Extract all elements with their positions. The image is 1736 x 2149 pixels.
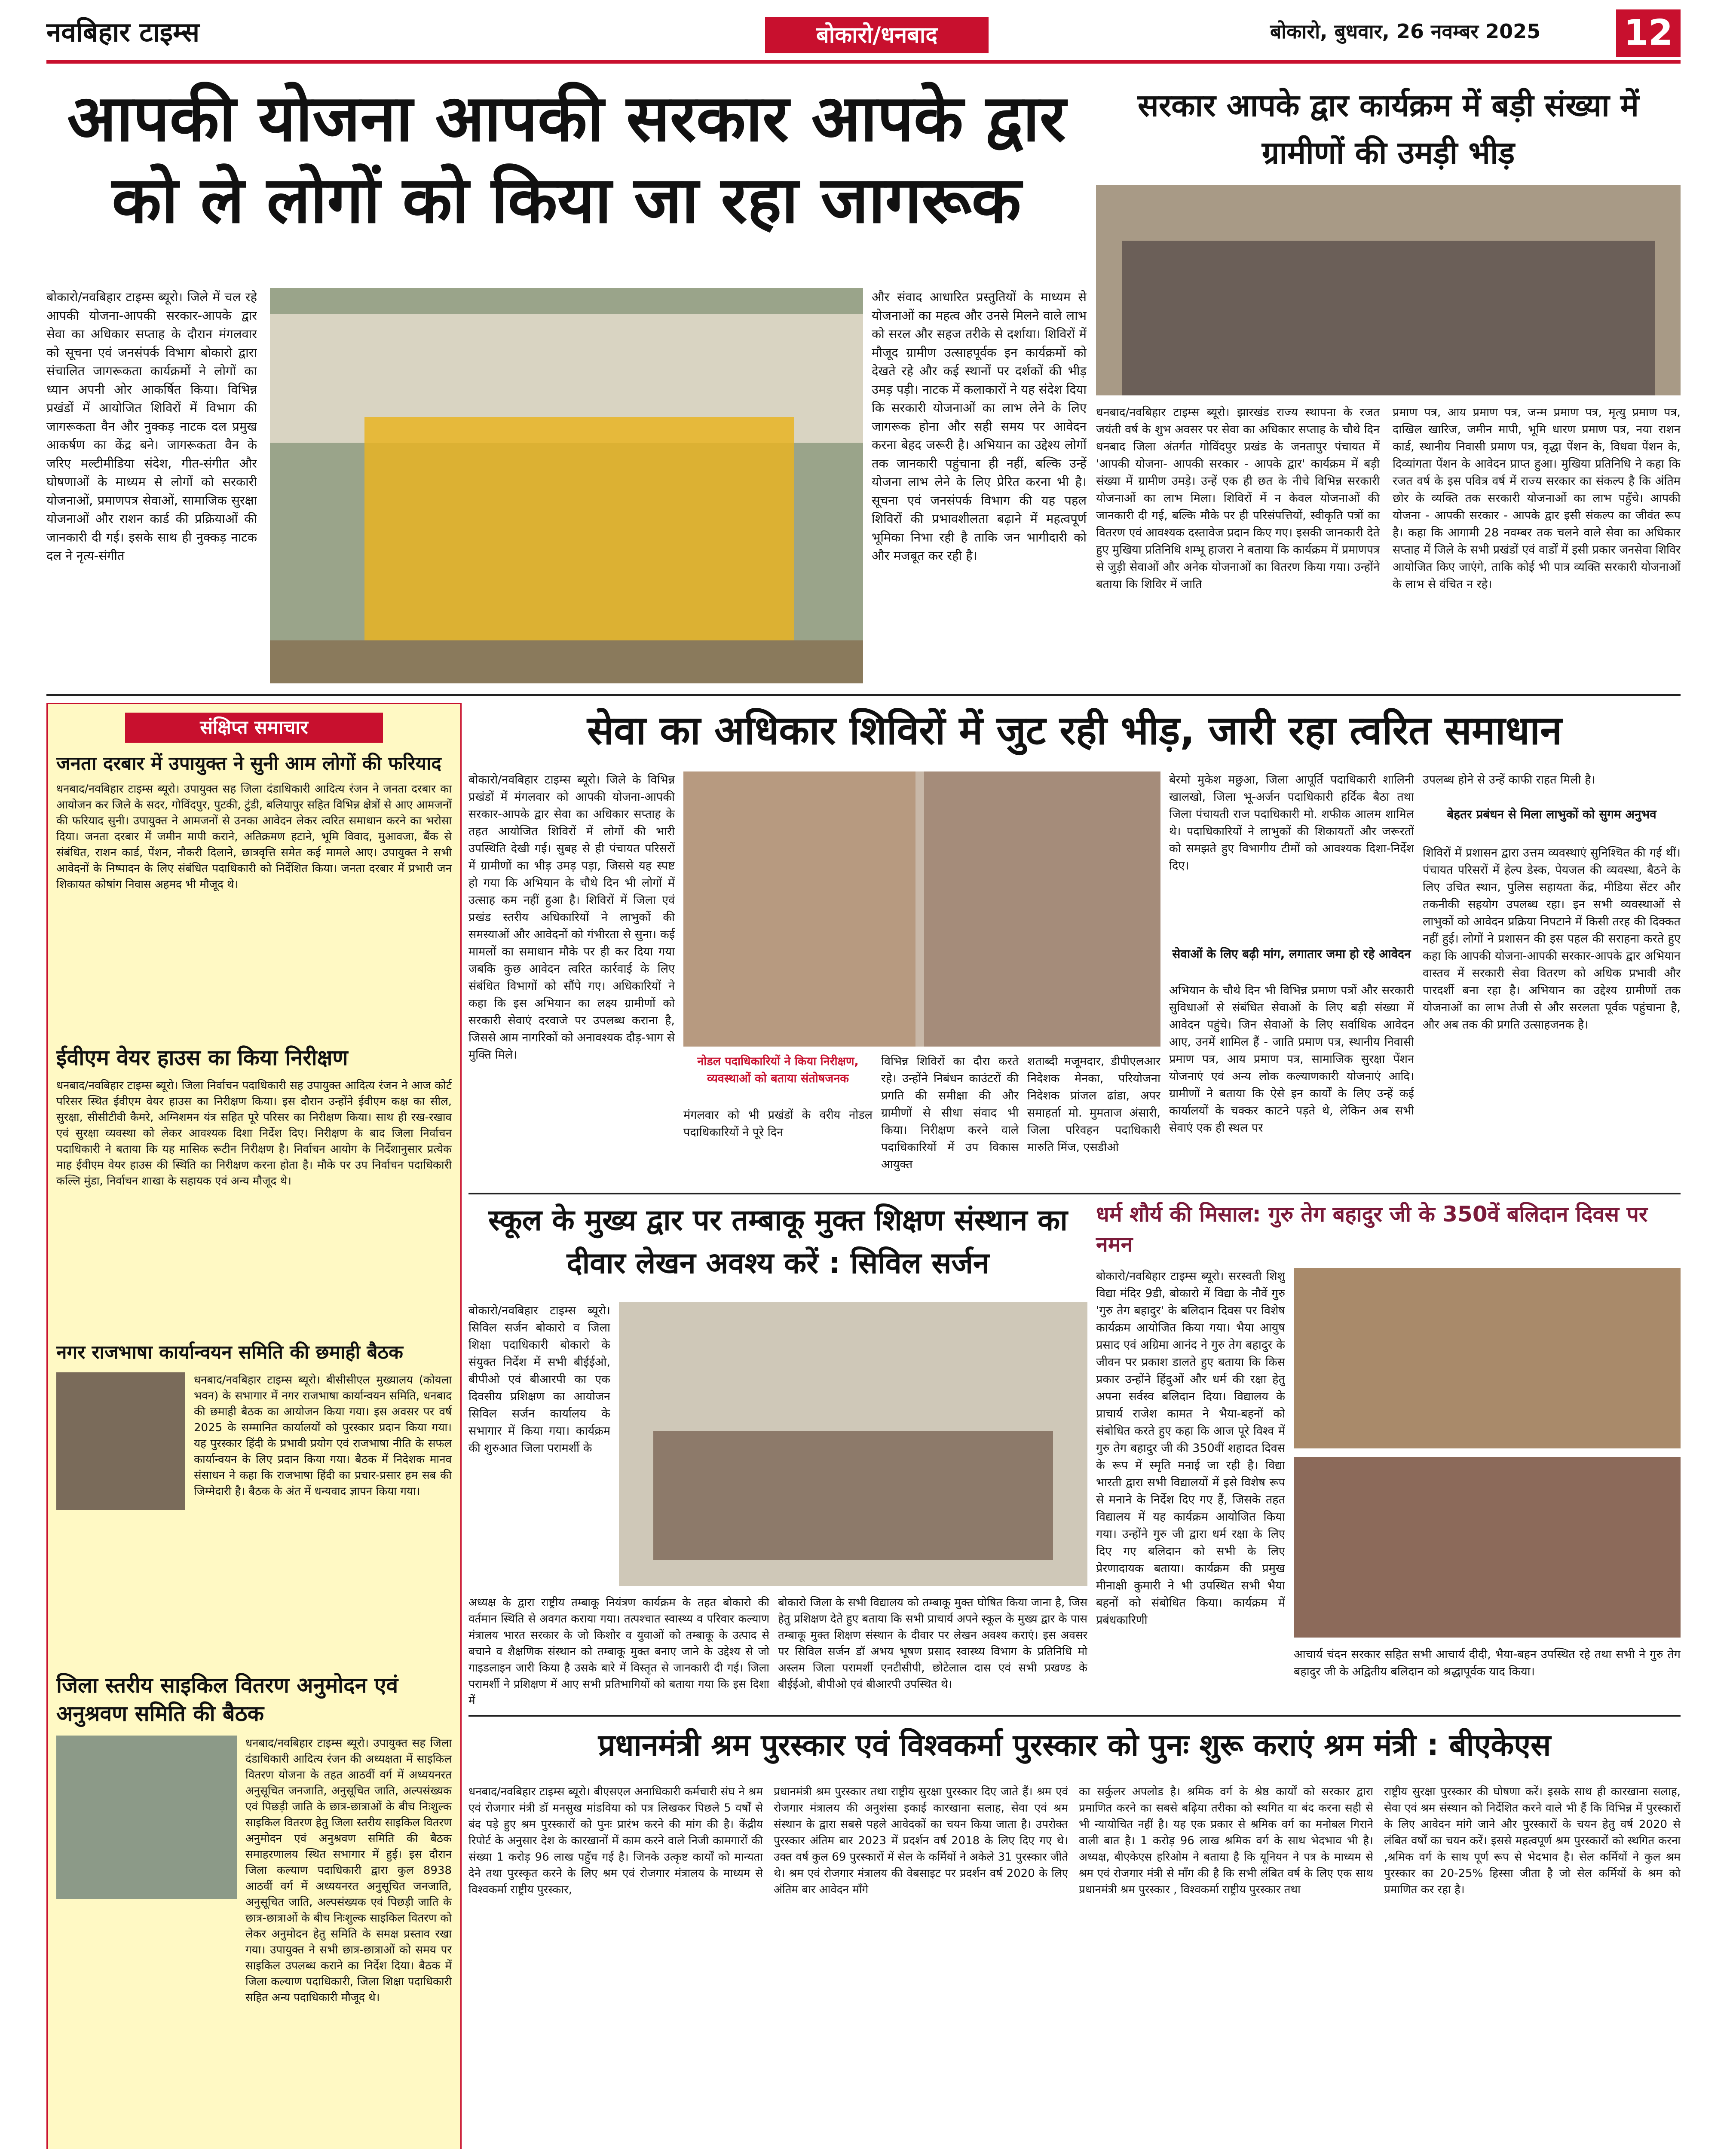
lead-headline: आपकी योजना आपकी सरकार आपके द्वार को ले लोगों को किया जा रहा जागरूक [67, 80, 1066, 238]
ground [270, 640, 863, 683]
tobacco-column-1: बोकारो/नवबिहार टाइम्स ब्यूरो। सिविल सर्जन बोकारो व जिला शिक्षा पदाधिकारी बोकारो के संयुक्त निर्देश में सभी बीईईओ, बीपीओ एवं बीआरपी का एक दिवसीय प्रशिक्षण का आयोजन सिविल सर्जन कार्यालय के सभागार में किया गया। कार्यक्रम की शुरुआत जिला परामर्शी के [468, 1304, 610, 1455]
dharm-headline: धर्म शौर्य की मिसाल: गुरु तेग बहादुर जी के 350वें बलिदान दिवस पर नमन [1096, 1202, 1648, 1257]
dharm-photo-stage [1294, 1268, 1681, 1448]
shram-column-2: प्रधानमंत्री श्रम पुरस्कार तथा राष्ट्रीय सुरक्षा पुरस्कार दिए जाते हैं। श्रम एवं रोजगार मंत्रालय की अनुशंसा इकाई कारखाना सलाह, सेवा एवं श्रम संस्थान के द्वारा सबसे पहले आवेदकों का चयन किया जाता है। उपरोक्त पुरस्कार अंतिम बार 2023 में प्रदर्शन वर्ष 2018 के लिए दिए गए थे। उक्त वर्ष कुल 69 पुरस्कारों में सेल के कर्मियों ने अकेले 31 पुरस्कार जीते थे। श्रम एवं रोजगार मंत्रालय की वेबसाइट पर प्रदर्शन वर्ष 2020 के लिए अंतिम बार आवेदन माँगे [774, 1785, 1068, 1896]
seva-photo-1 [683, 771, 915, 1047]
lead-story [46, 73, 1087, 688]
seva-column-4a: उपलब्ध होने से उन्हें काफी राहत मिली है। [1423, 773, 1595, 787]
shram-story [468, 1719, 1681, 2149]
brief-header: संक्षिप्त समाचार [125, 713, 383, 743]
brief-2-title: ईवीएम वेयर हाउस का किया निरीक्षण [56, 1045, 348, 1070]
seva-photo-2 [924, 771, 1160, 1047]
brief-1-title: जनता दरबार में उपायुक्त ने सुनी आम लोगों की फरियाद [56, 753, 441, 774]
dharm-body: बोकारो/नवबिहार टाइम्स ब्यूरो। सरस्वती शिशु विद्या मंदिर 9डी, बोकारो में विद्या के नौवें गुरु 'गुरु तेग बहादुर' के बलिदान दिवस पर विशेष कार्यक्रम आयोजित किया गया। भैया आयुष प्रसाद एवं अग्रिमा आनंद ने गुरु तेग बहादुर के जीवन पर प्रकाश डालते हुए बताया कि किस प्रकार उन्होंने हिंदुओं और धर्म की रक्षा हेतु अपना सर्वस्व बलिदान दिया। विद्यालय के प्राचार्य राजेश कामत ने भैया-बहनों को संबोधित करते हुए कहा कि आज पूरे विश्व में गुरु तेग बहादुर जी की 350वीं शहादत दिवस के रूप में स्मृति मनाई जा रही है। विद्या भारती द्वारा सभी विद्यालयों में इसे विशेष रूप से मनाने के निर्देश दिए गए हैं, जिसके तहत विद्यालय में यह कार्यक्रम आयोजित किया गया। उन्होंने गुरु जी द्वारा धर्म रक्षा के लिए दिए गए बलिदान को सभी के लिए प्रेरणादायक बताया। कार्यक्रम की प्रमुख मीनाक्षी कुमारी ने भी उपस्थित सभी भैया बहनों को संबोधित किया। कार्यक्रम में प्रबंधकारिणी [1096, 1270, 1285, 1627]
brief-3-body: धनबाद/नवबिहार टाइम्स ब्यूरो। बीसीसीएल मुख्यालय (कोयला भवन) के सभागार में नगर राजभाषा कार्यान्वयन समिति, धनबाद की छमाही बैठक का आयोजन किया गया। इस अवसर पर वर्ष 2025 के सम्मानित कार्यालयों को पुरस्कार प्रदान किया गया। यह पुरस्कार हिंदी के प्रभावी प्रयोग एवं राजभाषा नीति के सफल कार्यान्वयन के लिए प्रदान किया गया। बैठक में निदेशक मानव संसाधन ने कहा कि राजभाषा हिंदी का प्रचार-प्रसार हम सब की जिम्मेदारी है। बैठक के अंत में धन्यवाद ज्ञापन किया गया। [194, 1374, 452, 1498]
shram-column-4: राष्ट्रीय सुरक्षा पुरस्कार की घोषणा करें। इसके साथ ही कारखाना सलाह, सेवा एवं श्रम संस्थान को निर्देशित करने वाले भी हैं कि विभिन्न में पुरस्कारों के लिए आवेदन मांगे जाने और पुरस्कारों के चयन हेतु वर्ष 2020 से लंबित वर्षों का चयन करें। इससे महत्वपूर्ण श्रम पुरस्कारों को स्थगित करना ,श्रमिक वर्ग के साथ पूर्ण रूप से भेदभाव है। सेल कर्मियों ने कुल श्रम पुरस्कार का 20-25% हिस्सा जीता है जो सेल कर्मियों के श्रम को प्रमाणित कर रहा है। [1384, 1785, 1681, 1896]
masthead-rule [46, 60, 1681, 64]
dharm-foot: आचार्य चंदन सरकार सहित सभी आचार्य दीदी, भैया-बहन उपस्थित रहे तथा सभी ने गुरु तेग बहादुर जी के अद्वितीय बलिदान को श्रद्धापूर्वक याद किया। [1294, 1648, 1681, 1678]
crowd-column-1: धनबाद/नवबिहार टाइम्स ब्यूरो। झारखंड राज्य स्थापना के रजत जयंती वर्ष के शुभ अवसर पर सेवा का अधिकार सप्ताह के चौथे दिन धनबाद जिला अंतर्गत गोविंदपुर प्रखंड के जनतापुर पंचायत में 'आपकी योजना- आपकी सरकार - आपके द्वार' कार्यक्रम में बड़ी संख्या में ग्रामीण उमड़े। उन्हें एक ही छत के नीचे विभिन्न सरकारी योजनाओं का लाभ मिला। शिविरों में न केवल योजनाओं की जानकारी दी गई, बल्कि मौके पर ही परिसंपत्तियों, स्वीकृति पत्रों का वितरण एवं आवश्यक दस्तावेज प्रदान किए गए। इसकी जानकारी देते हुए मुखिया प्रतिनिधि शम्भू हाजरा ने बताया कि कार्यक्रम में प्रमाणपत्र से जुड़ी सेवाओं और अनेक योजनाओं का वितरण किया गया। उन्होंने बताया कि शिविर में जाति [1096, 406, 1380, 591]
divider-3 [468, 1715, 1681, 1717]
paper-name: नवबिहार टाइम्स [46, 16, 200, 48]
dharm-story [1096, 1199, 1681, 1711]
meeting-table [653, 1431, 1053, 1560]
brief-1-body: धनबाद/नवबिहार टाइम्स ब्यूरो। उपायुक्त सह जिला दंडाधिकारी आदित्य रंजन ने जनता दरबार का आयोजन कर जिले के सदर, गोविंदपुर, पुटकी, टुंडी, बलियापुर सहित विभिन्न क्षेत्रों से आए आमजनों की फरियाद सुनी। उपायुक्त ने आमजनों से उनका आवेदन लेकर त्वरित समाधान करने का भरोसा दिया। जनता दरबार में जमीन मापी कराने, अतिक्रमण हटाने, भूमि विवाद, मुआवजा, बैंक से संबंधित, राशन कार्ड, पेंशन, नौकरी दिलाने, छात्रवृत्ति समेत कई मामले आए। उपायुक्त ने सभी आवेदनों के निष्पादन के लिए संबंधित पदाधिकारी को निर्देशित किया। जनता दरबार में प्रभारी जन शिकायत कोषांग निवास अहमद भी मौजूद थे। [56, 783, 452, 891]
tobacco-column-2: अध्यक्ष के द्वारा राष्ट्रीय तम्बाकू नियंत्रण कार्यक्रम के तहत बोकारो की वर्तमान स्थिति से अवगत कराया गया। तत्पश्चात स्वास्थ्य व परिवार कल्याण मंत्रालय भारत सरकार के जो किशोर व युवाओं को तम्बाकू के उत्पाद से बचाने व शैक्षणिक संस्थान को तम्बाकू मुक्त बनाए जाने के उद्देश्य से जो गाइडलाइन जारी किया है उसके बारे में विस्तृत से जानकारी दी गई। जिला परामर्शी ने प्रशिक्षण में आए सभी प्रतिभागियों को बताया गया कि इस दिशा में [468, 1596, 769, 1707]
crowd-story [1096, 73, 1681, 688]
brief-4-title: जिला स्तरीय साइकिल वितरण अनुमोदन एवं अनुश्रवण समिति की बैठक [56, 1673, 398, 1726]
brief-2-body: धनबाद/नवबिहार टाइम्स ब्यूरो। जिला निर्वाचन पदाधिकारी सह उपायुक्त आदित्य रंजन ने आज कोर्ट परिसर स्थित ईवीएम वेयर हाउस का निरीक्षण किया। इस दौरान उन्होंने ईवीएम कक्ष का सील, सुरक्षा, सीसीटीवी कैमरे, अग्निशमन यंत्र सहित पूरे परिसर का निरीक्षण किया। साथ ही रख-रखाव एवं सुरक्षा व्यवस्था को लेकर आवश्यक दिशा निर्देश दिए। निरीक्षण के बाद जिला निर्वाचन पदाधिकारी ने बताया कि यह मासिक रूटीन निरीक्षण है। निर्वाचन आयोग के निर्देशानुसार प्रत्येक माह ईवीएम वेयर हाउस की स्थिति का निरीक्षण करना होता है। मौके पर उप निर्वाचन पदाधिकारी कल्लि मुंडा, निर्वाचन शाखा के सहायक एवं अन्य मौजूद थे। [56, 1079, 452, 1188]
divider-2 [468, 1193, 1681, 1194]
seva-column-2c: शताब्दी मजूमदार, डीपीएलआर निदेशक मेनका, परियोजना निदेशक प्रांजल ढांडा, अपर समाहर्ता मो. मुमताज अंसारी, जिला परिवहन पदाधिकारी मारुति मिंज, एसडीओ [1027, 1055, 1160, 1154]
shram-column-3: का सर्कुलर अपलोड है। श्रमिक वर्ग के श्रेष्ठ कार्यों को सरकार द्वारा प्रमाणित करने का सबसे बढ़िया तरीका को स्थगित या बंद करना सही से भी न्यायोचित नहीं है। यह एक प्रकार से श्रमिक वर्ग का मनोबल गिराने वाली बात है। 1 करोड़ 96 लाख श्रमिक वर्ग के साथ भेदभाव भी है। अध्यक्ष, बीएकेएस हरिओम ने बताया है कि यूनियन ने पत्र के माध्यम से श्रम एवं रोजगार मंत्री से माँग की है कि सभी लंबित वर्ष के लिए एक साथ प्रधानमंत्री श्रम पुरस्कार , विश्वकर्मा राष्ट्रीय पुरस्कार तथा [1079, 1785, 1373, 1896]
crowd-headline: सरकार आपके द्वार कार्यक्रम में बड़ी संख्या में ग्रामीणों की उमड़ी भीड़ [1138, 87, 1639, 171]
issue-date: बोकारो, बुधवार, 26 नवम्बर 2025 [1270, 20, 1541, 43]
brief-4-photo [56, 1736, 237, 1899]
seva-caption: नोडल पदाधिकारियों ने किया निरीक्षण, व्यवस्थाओं को बताया संतोषजनक [697, 1055, 859, 1085]
brief-3-title: नगर राजभाषा कार्यान्वयन समिति की छमाही बैठक [56, 1341, 403, 1363]
seva-subhead-3: सेवाओं के लिए बढ़ी मांग, लगातार जमा हो रहे आवेदन [1172, 947, 1411, 961]
brief-4-body: धनबाद/नवबिहार टाइम्स ब्यूरो। उपायुक्त सह जिला दंडाधिकारी आदित्य रंजन की अध्यक्षता में साइकिल वितरण योजना के तहत आठवीं वर्ग में अध्ययनरत अनुसूचित जनजाति, अनुसूचित जाति, अल्पसंख्यक एवं पिछड़ी जाति के छात्र-छात्राओं के बीच निःशुल्क साइकिल वितरण हेतु जिला स्तरीय साइकिल वितरण अनुमोदन एवं अनुश्रवण समिति की बैठक समाहरणालय स्थित सभागार में हुई। इस दौरान जिला कल्याण पदाधिकारी द्वारा कुल 8938 आठवीं वर्ग में अध्ययनरत अनुसूचित जनजाति, अनुसूचित जाति, अल्पसंख्यक एवं पिछड़ी जाति के छात्र-छात्राओं के बीच निःशुल्क साइकिल वितरण को लेकर अनुमोदन हेतु समिति के समक्ष प्रस्ताव रखा गया। उपायुक्त ने सभी छात्र-छात्राओं को समय पर साइकिल उपलब्ध कराने का निर्देश दिया। बैठक में जिला कल्याण पदाधिकारी, जिला शिक्षा पदाधिकारी सहित अन्य पदाधिकारी मौजूद थे। [245, 1737, 452, 2004]
seva-column-4b: शिविरों में प्रशासन द्वारा उत्तम व्यवस्थाएं सुनिश्चित की गई थीं। पंचायत परिसरों में हेल्प डेस्क, पेयजल की व्यवस्था, बैठने के लिए उचित स्थान, पुलिस सहायता केंद्र, मीडिया सेंटर और तकनीकी सहयोग उपलब्ध रहा। इन सभी व्यवस्थाओं से लाभुकों को आवेदन प्रक्रिया निपटाने में किसी तरह की दिक्कत नहीं हुई। लोगों ने प्रशासन की इस पहल की सराहना करते हुए कहा कि आपकी योजना-आपकी सरकार-आपके द्वार अभियान वास्तव में सरकारी सेवा वितरण को अधिक प्रभावी और पारदर्शी बना रहा है। अभियान का उद्देश्य ग्रामीणों तक योजनाओं का लाभ तेजी से और सरलता पूर्वक पहुंचाना है, और अब तक की प्रगति उत्साहजनक है। [1423, 846, 1681, 1032]
lead-column-1: बोकारो/नवबिहार टाइम्स ब्यूरो। जिले में चल रहे आपकी योजना-आपकी सरकार-आपके द्वार सेवा का अधिकार सप्ताह के दौरान मंगलवार को सूचना एवं जनसंपर्क विभाग बोकारो द्वारा संचालित जागरूकता कार्यक्रमों ने लोगों का ध्यान अपनी ओर आकर्षित किया। विभिन्न प्रखंडों में आयोजित शिविरों में विभाग की जागरूकता वैन और नुक्कड़ नाटक दल प्रमुख आकर्षण का केंद्र बने। जागरूकता वैन के जरिए मल्टीमीडिया संदेश, गीत-संगीत और घोषणाओं के माध्यम से लोगों को सरकारी योजनाओं, प्रमाणपत्र सेवाओं, सामाजिक सुरक्षा योजनाओं और राशन कार्ड की प्रक्रियाओं की जानकारी दी गई। इसके साथ ही नुक्कड़ नाटक दल ने नृत्य-संगीत [46, 290, 257, 563]
section-tab: बोकारो/धनबाद [765, 17, 989, 53]
seva-column-2b: विभिन्न शिविरों का दौरा करते रहे। उन्होंने निबंधन काउंटरों की प्रगति की समीक्षा की और ग्रामीणों से सीधा संवाद भी किया। निरीक्षण करने वाले पदाधिकारियों में उप विकास आयुक्त [881, 1055, 1019, 1171]
tobacco-headline: स्कूल के मुख्य द्वार पर तम्बाकू मुक्त शिक्षण संस्थान का दीवार लेखन अवश्य करें : सिविल सर्जन [488, 1203, 1068, 1280]
performers [364, 417, 794, 640]
seva-column-1: बोकारो/नवबिहार टाइम्स ब्यूरो। जिले के विभिन्न प्रखंडों में मंगलवार को आपकी योजना-आपकी सरकार-आपके द्वार सेवा का अधिकार सप्ताह के तहत आयोजित शिविरों में लोगों की भारी उपस्थिति देखी गई। सुबह से ही पंचायत परिसरों में ग्रामीणों का भीड़ उमड़ पड़ा, जिससे यह स्पष्ट हो गया कि अभियान के चौथे दिन भी लोगों में उत्साह कम नहीं हुआ है। शिविरों में जिला एवं प्रखंड स्तरीय अधिकारियों ने लाभुकों की समस्याओं और आवेदनों को गंभीरता से सुना। कई मामलों का समाधान मौके पर ही कर दिया गया जबकि कुछ आवेदन त्वरित कार्रवाई के लिए संबंधित विभागों को सौंपे गए। अधिकारियों ने कहा कि इस अभियान का लक्ष्य ग्रामीणों को सरकारी सेवाएं दरवाजे पर उपलब्ध कराना है, जिससे आम नागरिकों को अनावश्यक दौड़-भाग से मुक्ति मिले। [468, 773, 675, 1062]
shram-headline: प्रधानमंत्री श्रम पुरस्कार एवं विश्वकर्मा पुरस्कार को पुनः शुरू कराएं श्रम मंत्री : बीएकेएस [598, 1727, 1551, 1763]
tobacco-story [468, 1199, 1087, 1711]
people [1122, 241, 1655, 395]
divider-1 [46, 694, 1681, 696]
crowd-photo [1096, 185, 1681, 395]
dharm-photo-students [1294, 1457, 1681, 1638]
lead-column-2: और संवाद आधारित प्रस्तुतियों के माध्यम से योजनाओं का महत्व और उनसे मिलने वाले लाभ को सरल और सहज तरीके से दर्शाया। शिविरों में मौजूद ग्रामीण उत्साहपूर्वक इन कार्यक्रमों को देखते रहे और कई स्थानों पर दर्शकों की भीड़ उमड़ पड़ी। नाटक में कलाकारों ने यह संदेश दिया कि सरकारी योजनाओं का लाभ लेने के लिए जागरूक होना और सही समय पर आवेदन करना बेहद जरूरी है। अभियान का उद्देश्य लोगों तक जानकारी पहुंचाना ही नहीं, बल्कि उन्हें योजना लाभ लेने के लिए प्रेरित करना भी है। सूचना एवं जनसंपर्क विभाग की यह पहल शिविरों की प्रभावशीलता बढ़ाने में महत्वपूर्ण भूमिका निभा रही है ताकि जन भागीदारी को और मजबूत कर रही है। [872, 290, 1087, 563]
crowd-column-2: प्रमाण पत्र, आय प्रमाण पत्र, जन्म प्रमाण पत्र, मृत्यु प्रमाण पत्र, दाखिल खारिज, जमीन मापी, भूमि धारण प्रमाण पत्र, नया राशन कार्ड, स्थानीय निवासी प्रमाण पत्र, वृद्धा पेंशन के, विधवा पेंशन के, दिव्यांगता पेंशन के आवेदन प्राप्त हुआ। मुखिया प्रतिनिधि ने कहा कि रजत वर्ष के इस पवित्र वर्ष में राज्य सरकार का संकल्प है कि अंतिम छोर के व्यक्ति तक सरकारी योजनाओं का लाभ पहुँचे। आपकी योजना - आपकी सरकार - आपके द्वार इसी संकल्प का जीवंत रूप है। कहा कि आगामी 28 नवम्बर तक चलने वाले सेवा का अधिकार सप्ताह में जिले के सभी प्रखंडों एवं वार्डों में इसी प्रकार जनसेवा शिविर आयोजित किए जाएंगे, ताकि कोई भी पात्र व्यक्ति सरकारी योजनाओं के लाभ से वंचित न रहे। [1393, 406, 1681, 591]
seva-column-3: बेरमो मुकेश मछुआ, जिला आपूर्ति पदाधिकारी शालिनी खालखो, जिला भू-अर्जन पदाधिकारी हर्दिक बैठा तथा जिला पंचायती राज पदाधिकारी मो. शफीक आलम शामिल थे। पदाधिकारियों ने लाभुकों की शिकायतों और जरूरतों को समझते हुए विभागीय टीमों को आवश्यक दिशा-निर्देश दिए। [1169, 773, 1414, 872]
page-number: 12 [1616, 9, 1681, 57]
masthead [0, 0, 1736, 64]
tobacco-column-3: बोकारो जिला के सभी विद्यालय को तम्बाकू मुक्त घोषित किया जाना है, जिस हेतु प्रशिक्षण देते हुए बताया कि सभी प्राचार्य अपने स्कूल के मुख्य द्वार के पास तम्बाकू मुक्त शिक्षण संस्थान के दीवार पर लेखन अवश्य कराएं। इस अवसर पर सिविल सर्जन डॉ अभय भूषण प्रसाद स्वास्थ्य विभाग के प्रतिनिधि मो अस्लम जिला परामर्शी एनटीसीपी, छोटेलाल दास एवं सभी प्रखण्ड के बीईईओ, बीपीओ एवं बीआरपी उपस्थित थे। [778, 1596, 1087, 1691]
seva-column-2a: मंगलवार को भी प्रखंडों के वरीय नोडल पदाधिकारियों ने पूरे दिन [683, 1108, 873, 1139]
seva-subhead-4: बेहतर प्रबंधन से मिला लाभुकों को सुगम अनुभव [1447, 807, 1656, 821]
seva-story [468, 703, 1681, 1188]
brief-3-photo [56, 1372, 185, 1510]
tobacco-photo-meeting [619, 1302, 1087, 1586]
lead-photo-street-play [270, 288, 863, 683]
seva-photo-collage [683, 771, 1160, 1047]
seva-headline: सेवा का अधिकार शिविरों में जुट रही भीड़, जारी रहा त्वरित समाधान [587, 707, 1562, 753]
brief-news-box [46, 703, 462, 2149]
seva-column-3b: अभियान के चौथे दिन भी विभिन्न प्रमाण पत्रों और सरकारी सुविधाओं से संबंधित सेवाओं के लिए बड़ी संख्या में आवेदन पहुंचे। जिन सेवाओं के लिए सर्वाधिक आवेदन आए, उनमें शामिल हैं - जाति प्रमाण पत्र, स्थानीय निवासी प्रमाण पत्र, आय प्रमाण पत्र, सामाजिक सुरक्षा पेंशन योजनाएं एवं अन्य लोक कल्याणकारी योजनाएं आदि। ग्रामीणों ने बताया कि ऐसे इन कार्यों के लिए उन्हें कई कार्यालयों के चक्कर काटने पड़ते थे, लेकिन अब सभी सेवाएं एक ही स्थल पर [1169, 984, 1414, 1135]
shram-column-1: धनबाद/नवबिहार टाइम्स ब्यूरो। बीएसएल अनाधिकारी कर्मचारी संघ ने श्रम एवं रोजगार मंत्री डॉ मनसुख मांडविया को पत्र लिखकर पिछले 5 वर्षों से बंद पड़े हुए श्रम पुरस्कारों को पुनः प्रारंभ करने की मांग की है। केंद्रीय रिपोर्ट के अनुसार देश के कारखानों में काम करने वाले निजी कामगारों की संख्या 1 करोड़ 96 लाख पहुँच गई है। जिनके उत्कृष्ट कार्यों को मान्यता देने तथा पुरस्कृत करने के लिए श्रम एवं रोजगार मंत्रालय के माध्यम से विश्वकर्मा राष्ट्रीय पुरस्कार, [468, 1785, 763, 1896]
